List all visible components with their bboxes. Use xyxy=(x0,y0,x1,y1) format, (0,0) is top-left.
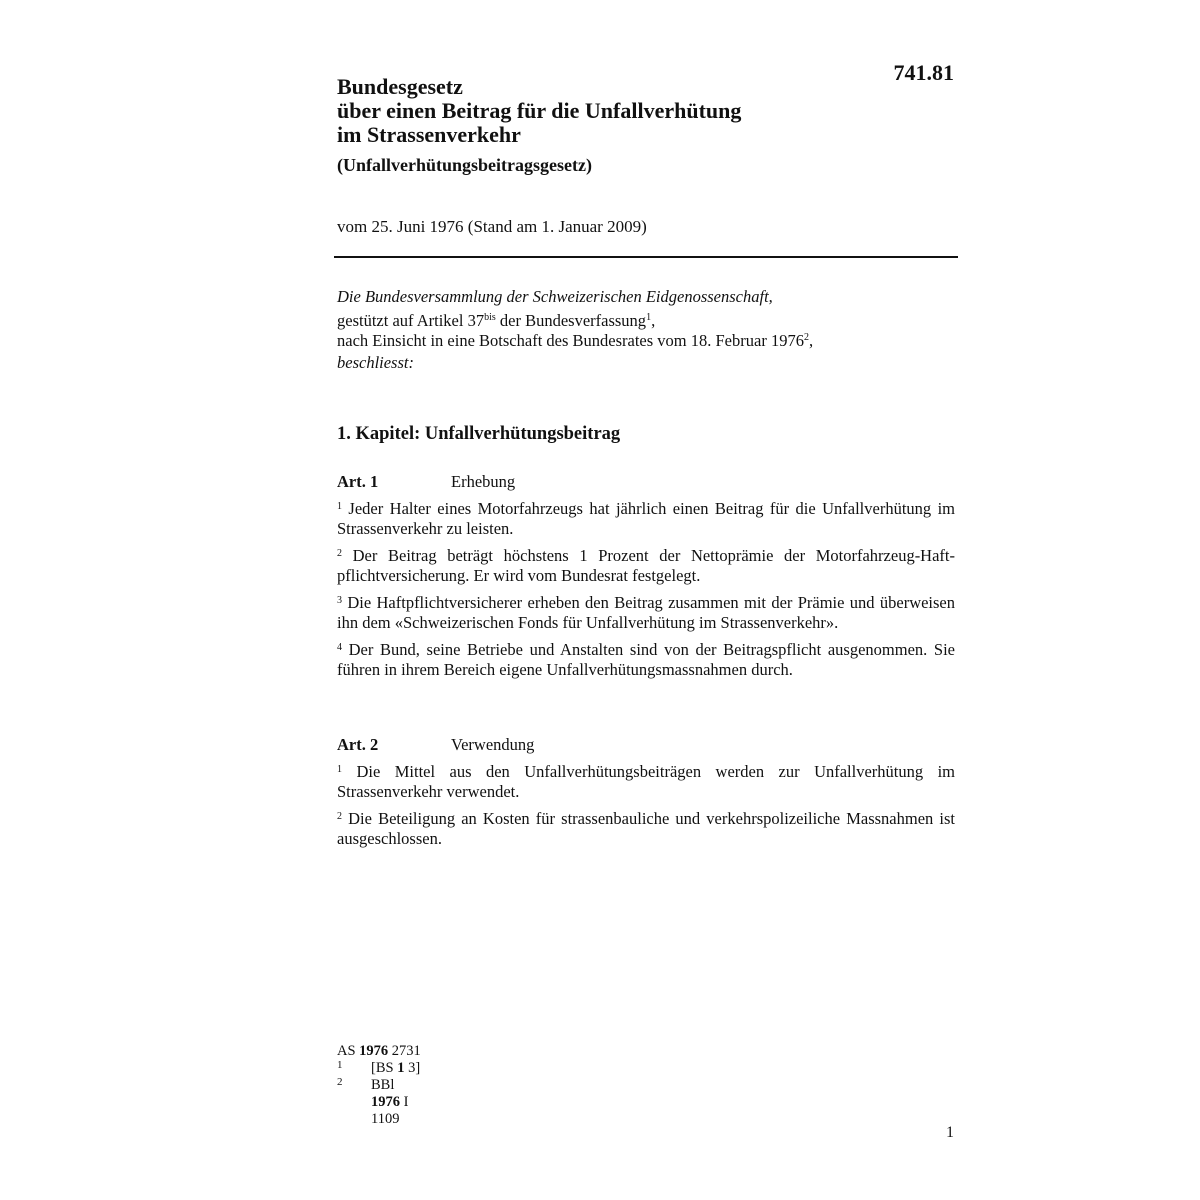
sr-number: 741.81 xyxy=(893,60,954,85)
article-paragraph xyxy=(337,762,955,801)
footnote-text-pre: BBl xyxy=(371,1077,395,1093)
article-1 xyxy=(337,472,955,687)
article-paragraph xyxy=(337,546,955,585)
preamble-message-end: , xyxy=(808,331,814,350)
article-title: Erhebung xyxy=(451,472,516,491)
preamble-assembly: Die Bundesversammlung der Schweizerischen Eidgenossenschaft, xyxy=(337,287,773,306)
paragraph-number: 4 xyxy=(337,642,342,653)
article-paragraph xyxy=(337,499,955,538)
footnotes xyxy=(337,1042,421,1127)
footnote-2 xyxy=(337,1076,421,1127)
paragraph-text: Der Beitrag beträgt höchstens 1 Prozent der Nettoprämie der Motorfahrzeug-Haftpflichtversicherung. Er wird vom Bundesrat festgelegt. xyxy=(337,546,956,585)
law-title xyxy=(337,75,897,147)
preamble-basis-end: , xyxy=(651,311,656,330)
article-number: Art. 1 xyxy=(337,472,379,491)
article-heading xyxy=(337,735,955,755)
article-paragraph xyxy=(337,593,955,632)
paragraph-text: Der Bund, seine Betriebe und Anstalten sind von der Beitragspflicht ausgenommen. Sie führen in ihrem Bereich eigene Unfallverhütungsmassnahmen durch. xyxy=(337,640,955,679)
paragraph-number: 2 xyxy=(337,811,342,822)
header-divider xyxy=(334,256,958,258)
paragraph-text: Jeder Halter eines Motorfahrzeugs hat jährlich einen Beitrag für die Unfallverhütung im Strassenverkehr zu leisten. xyxy=(337,499,956,538)
article-paragraph xyxy=(337,809,955,848)
law-title-line-1: Bundesgesetz xyxy=(337,74,463,99)
as-year: 1976 xyxy=(359,1043,389,1059)
as-page: 2731 xyxy=(388,1043,421,1059)
footnote-text xyxy=(371,1060,420,1077)
footnote-1 xyxy=(337,1060,421,1077)
article-paragraph xyxy=(337,640,955,679)
official-compilation-ref xyxy=(337,1042,421,1060)
preamble-basis-text: gestützt auf Artikel 37 xyxy=(337,311,485,330)
footnote-ref-2[interactable]: 2 xyxy=(803,332,809,343)
law-title-line-3: im Strassenverkehr xyxy=(337,122,521,147)
paragraph-number: 3 xyxy=(337,595,342,606)
paragraph-number: 2 xyxy=(337,548,342,559)
preamble-message-text: nach Einsicht in eine Botschaft des Bundesrates vom 18. Februar 1976 xyxy=(337,331,804,350)
preamble-basis-sup: bis xyxy=(484,312,496,323)
paragraph-text: Die Beteiligung an Kosten für strassenbauliche und verkehrspolizeiliche Massnahmen ist ausgeschlossen. xyxy=(337,809,956,848)
footnote-ref-1[interactable]: 1 xyxy=(646,312,652,323)
preamble-message xyxy=(337,331,957,351)
footnote-text xyxy=(371,1077,421,1128)
paragraph-text: Die Haftpflichtversicherer erheben den Beitrag zusammen mit der Prämie und überweisen ihn dem «Schweizerischen Fonds für Unfallverhütung im Strassenverkehr». xyxy=(337,593,956,632)
date-line: vom 25. Juni 1976 (Stand am 1. Januar 2009) xyxy=(337,217,647,236)
footnote-text-bold: 1 xyxy=(397,1060,405,1076)
preamble-basis-text-2: der Bundesverfassung xyxy=(495,311,647,330)
preamble xyxy=(337,287,957,373)
page-number: 1 xyxy=(946,1124,954,1141)
footnote-text-post: I 1109 xyxy=(371,1094,409,1127)
short-title: (Unfallverhütungsbeitragsgesetz) xyxy=(337,155,592,175)
as-prefix: AS xyxy=(337,1043,360,1059)
footnote-mark: 1 xyxy=(337,1059,343,1071)
footnote-text-post: 3] xyxy=(404,1060,421,1076)
paragraph-text: Die Mittel aus den Unfallverhütungsbeiträgen werden zur Unfallverhütung im Strassenverkehr verwendet. xyxy=(337,762,955,801)
article-heading xyxy=(337,472,955,492)
article-2 xyxy=(337,735,955,856)
footnote-text-pre: [BS xyxy=(371,1060,398,1076)
preamble-basis xyxy=(337,311,957,331)
article-number: Art. 2 xyxy=(337,735,379,754)
paragraph-number: 1 xyxy=(337,764,342,775)
footnote-text-bold: 1976 xyxy=(371,1094,400,1110)
paragraph-number: 1 xyxy=(337,501,342,512)
chapter-heading: 1. Kapitel: Unfallverhütungsbeitrag xyxy=(337,424,621,444)
footnote-mark: 2 xyxy=(337,1076,343,1088)
law-title-line-2: über einen Beitrag für die Unfallverhütung xyxy=(337,98,742,123)
preamble-resolves: beschliesst: xyxy=(337,353,414,372)
article-title: Verwendung xyxy=(451,735,535,754)
